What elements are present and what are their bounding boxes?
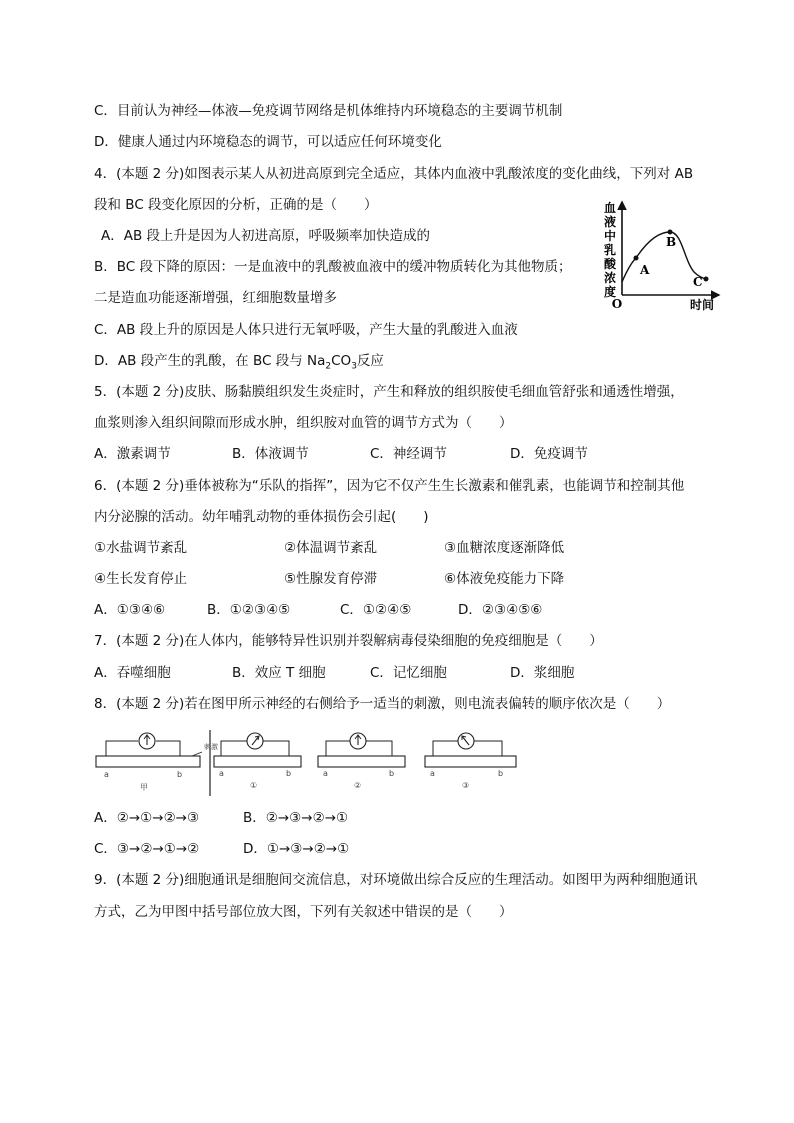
y-label-char: 液 (603, 215, 617, 229)
q5-stem-line1: 5．(本题 2 分)皮肤、肠黏膜组织发生炎症时，产生和释放的组织胺使毛细血管舒张和通透性增强， (94, 384, 684, 400)
x-axis-label: 时间 (689, 298, 715, 312)
panel-1-label-a: a (219, 769, 224, 778)
lactic-acid-curve-svg (586, 196, 726, 314)
q4-option-d (94, 352, 384, 376)
jia-label-b: b (177, 770, 183, 779)
q8-option-d: D．①→③→②→① (243, 841, 350, 857)
q6-item-3: ③血糖浓度逐渐降低 (444, 540, 565, 556)
panel-label-3: ③ (462, 781, 470, 790)
q8-stem: 8．(本题 2 分)若在图甲所示神经的右侧给予一适当的刺激，则电流表偏转的顺序依次是（ ） (94, 696, 671, 712)
q6-option-c: C．①②④⑤ (340, 602, 412, 618)
q8-option-b: B．②→③→②→① (243, 810, 349, 826)
y-label-char: 度 (603, 285, 617, 299)
q6-item-6: ⑥体液免疫能力下降 (444, 571, 565, 587)
y-label-char: 中 (603, 229, 617, 243)
y-label-char: 酸 (603, 257, 617, 271)
nerve-galvanometer-figure (92, 722, 522, 798)
q4-option-d-subscript: 3 (351, 361, 357, 372)
q7-stem: 7．(本题 2 分)在人体内，能够特异性识别并裂解病毒侵染细胞的免疫细胞是（ ） (94, 633, 603, 649)
q4-option-d-suffix: 反应 (356, 353, 384, 369)
stimulus-label: 刺激 (204, 743, 218, 751)
panel-2-label-a: a (323, 769, 328, 778)
point-c-label: C (693, 275, 703, 289)
panel-1 (214, 733, 301, 790)
q4-option-d-formula: CO (331, 353, 352, 369)
panel-1-label-b: b (286, 769, 292, 778)
q7-option-a: A．吞噬细胞 (94, 665, 171, 681)
q5-option-d: D．免疫调节 (510, 446, 588, 462)
q6-option-a: A．①③④⑥ (94, 602, 166, 618)
y-label-char: 血 (603, 201, 617, 215)
q9-stem-line2: 方式，乙为甲图中括号部位放大图，下列有关叙述中错误的是（ ） (94, 904, 513, 920)
panel-label-1: ① (250, 781, 258, 790)
q5-option-a: A．激素调节 (94, 446, 171, 462)
q8-option-c: C．③→②→①→② (94, 841, 200, 857)
q6-item-5: ⑤性腺发育停滞 (284, 571, 378, 587)
q7-option-d: D．浆细胞 (510, 665, 575, 681)
q3-option-c: C．目前认为神经—体液—免疫调节网络是机体维持内环境稳态的主要调节机制 (94, 103, 563, 119)
q4-option-a: A．AB 段上升是因为人初进高原，呼吸频率加快造成的 (101, 228, 431, 244)
q4-stem-line2: 段和 BC 段变化原因的分析，正确的是（ ） (94, 197, 378, 213)
q3-option-d: D．健康人通过内环境稳态的调节，可以适应任何环境变化 (94, 134, 442, 150)
point-b-label: B (666, 235, 677, 249)
q6-option-b: B．①②③④⑤ (207, 602, 291, 618)
panel-3-label-b: b (498, 769, 504, 778)
point-a-dot (634, 256, 639, 261)
point-c-dot (704, 277, 709, 282)
jia-label-a: a (104, 770, 109, 779)
q4-option-d-text: D．AB 段产生的乳酸，在 BC 段与 Na (94, 353, 326, 369)
q5-option-c: C．神经调节 (370, 446, 447, 462)
q6-item-2: ②体温调节紊乱 (284, 540, 378, 556)
point-a-label: A (640, 263, 650, 277)
y-label-char: 乳 (603, 243, 617, 257)
point-b-dot (668, 230, 673, 235)
q9-stem-line1: 9．(本题 2 分)细胞通讯是细胞间交流信息，对环境做出综合反应的生理活动。如图甲为两种细胞通讯 (94, 872, 698, 888)
q6-stem-line1: 6．(本题 2 分)垂体被称为“乐队的指挥”，因为它不仅产生生长激素和催乳素，也能调节和控制其他 (94, 478, 685, 494)
q6-stem-line2: 内分泌腺的活动。幼年哺乳动物的垂体损伤会引起( ) (94, 509, 429, 525)
origin-label: O (611, 297, 623, 311)
q7-option-c: C．记忆细胞 (370, 665, 447, 681)
q4-option-d-subscript: 2 (325, 361, 332, 372)
nerve-galvanometer-svg (92, 722, 522, 798)
panel-3-label-a: a (430, 769, 435, 778)
panel-2 (318, 733, 405, 790)
q6-option-d: D．②③④⑤⑥ (458, 602, 543, 618)
q4-option-c: C．AB 段上升的原因是人体只进行无氧呼吸，产生大量的乳酸进入血液 (94, 322, 518, 338)
panel-3 (425, 733, 516, 790)
q5-option-b: B．体液调节 (232, 446, 309, 462)
q6-item-1: ①水盐调节紊乱 (94, 540, 188, 556)
q4-option-b-line2: 二是造血功能逐渐增强，红细胞数量增多 (94, 290, 337, 306)
panel-jia (96, 733, 202, 792)
y-label-char: 浓 (603, 271, 617, 285)
lactic-acid-curve-figure (586, 196, 726, 314)
panel-label-jia: 甲 (140, 783, 148, 792)
q6-item-4: ④生长发育停止 (94, 571, 188, 587)
panel-label-2: ② (354, 781, 362, 790)
q7-option-b: B．效应 T 细胞 (232, 665, 326, 681)
q4-option-b-line1: B．BC 段下降的原因：一是血液中的乳酸被血液中的缓冲物质转化为其他物质； (94, 259, 572, 275)
panel-2-label-b: b (389, 769, 395, 778)
q5-stem-line2: 血浆则渗入组织间隙而形成水肿，组织胺对血管的调节方式为（ ） (94, 415, 513, 431)
q4-stem-line1: 4．(本题 2 分)如图表示某人从初进高原到完全适应，其体内血液中乳酸浓度的变化曲线，下列对 AB (94, 166, 694, 182)
q8-option-a: A．②→①→②→③ (94, 810, 200, 826)
